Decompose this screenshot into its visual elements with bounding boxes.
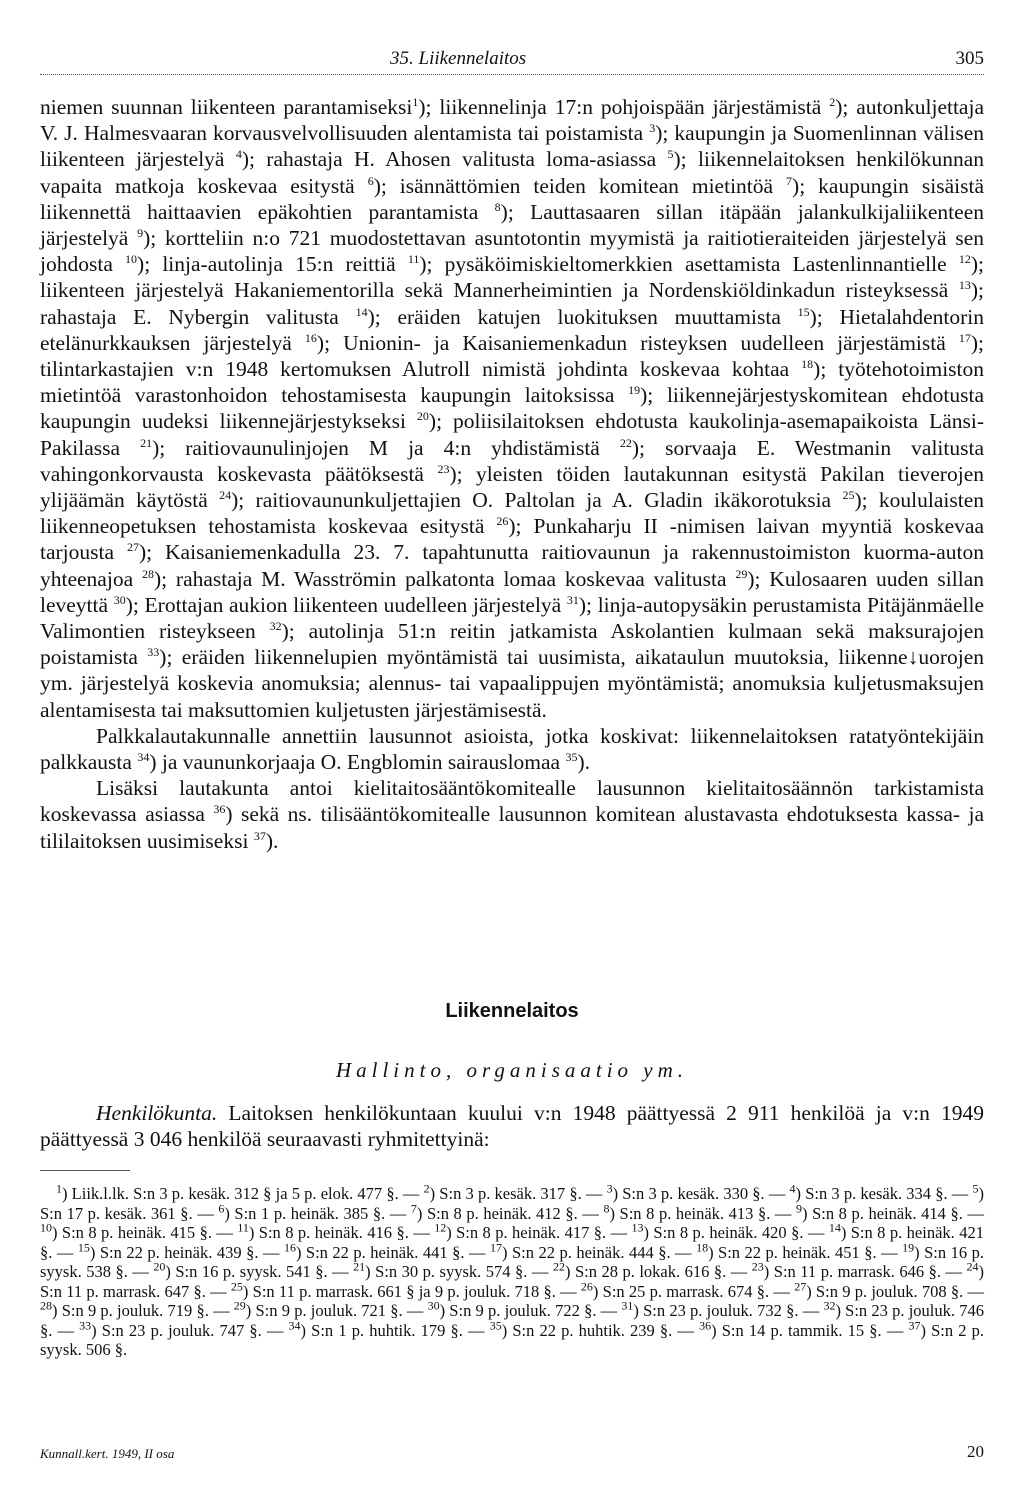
footnote-ref: 33: [79, 1318, 92, 1332]
footnote-ref: 37: [908, 1318, 921, 1332]
footnote-ref: 34: [137, 749, 150, 764]
footnote-ref: 32: [823, 1298, 836, 1313]
body-text: [40, 94, 984, 854]
footnote-ref: 15: [797, 304, 810, 319]
footnote-ref: 36: [213, 802, 226, 817]
footnote-ref: 3: [606, 1181, 613, 1196]
footnote-ref: 1: [56, 1181, 62, 1196]
footnote-ref: 13: [958, 278, 971, 293]
footnotes: $^1$) Liik.l.lk. S:n 3 p. kesäk. 312 § ja 5 p. elok. 477 §. — $^2$) S:n 3 p. kesäk. 317 §. — $^3$) S:n 3 p. kesäk. 330 §. — $^4$) S:n 3 p. kesäk. 334 §. — $^5$) S:n 17 p. kesäk. 361 §. — $^6$) S:n 1 p. heinäk. 385 §. — $^7$) S:n 8 p. heinäk. 412 §. — $^8$) S:n 8 p. heinäk. 413 §. — $^9$) S:n 8 p. heinäk. 414 §. — $^{10}$) S:n 8 p. heinäk. 415 §. — $^{11}$) S:n 8 p. heinäk. 416 §. — $^{12}$) S:n 8 p. heinäk. 417 §. — $^{13}$) S:n 8 p. heinäk. 420 §. — $^{14}$) S:n 8 p. heinäk. 421 §. — $^{15}$) S:n 22 p. heinäk. 439 §. — $^{16}$) S:n 22 p. heinäk. 441 §. — $^{17}$) S:n 22 p. heinäk. 444 §. — $^{18}$) S:n 22 p. heinäk. 451 §. — $^{19}$) S:n 16 p. syysk. 538 §. — $^{20}$) S:n 16 p. syysk. 541 §. — $^{21}$) S:n 30 p. syysk. 574 §. — $^{22}$) S:n 28 p. lokak. 616 §. — $^{23}$) S:n 11 p. marrask. 646 §. — $^{24}$) S:n 11 p. marrask. 647 §. — $^{25}$) S:n 11 p. marrask. 661 § ja 9 p. jouluk. 718 §. — $^{26}$) S:n 25 p. marrask. 674 §. — $^{27}$) S:n 9 p. jouluk. 708 §. — $^{28}$) S:n 9 p. jouluk. 719 §. — $^{29}$) S:n 9 p. jouluk. 721 §. — $^{30}$) S:n 9 p. jouluk. 722 §. — $^{31}$) S:n 23 p. jouluk. 732 §. — $^{32}$) S:n 23 p. jouluk. 746 §. — $^{33}$) S:n 23 p. jouluk. 747 §. — $^{34}$) S:n 1 p. huhtik. 179 §. — $^{35}$) S:n 22 p. huhtik. 239 §. — $^{36}$) S:n 14 p. tammik. 15 §. — $^{37}$) S:n 2 p. syysk. 506 §.: [40, 1181, 984, 1359]
footnote-ref: 23: [437, 461, 450, 476]
footnote-ref: 15: [77, 1240, 90, 1254]
footnote-ref: 30: [113, 592, 126, 607]
footnote-ref: 21: [140, 435, 153, 450]
footnote-ref: 4: [235, 147, 242, 162]
body-paragraph: Lisäksi lautakunta antoi kielitaitosääntökomitealle lausunnon kielitaitosäännön tarkistamista koskevassa asiassa $^{36}$) sekä ns. tilisääntökomitealle lausunnon komitean alustavasta ehdotuksesta kassa- ja tililaitoksen uusimiseksi $^{37}$).: [40, 776, 985, 853]
page-number: 305: [955, 48, 984, 69]
footnote-ref: 29: [735, 566, 748, 581]
body-paragraph: niemen suunnan liikenteen parantamiseksi$^1$); liikennelinja 17:n pohjoispään järjestämistä $^2$); autonkuljettaja V. J. Halmesvaaran korvausvelvollisuuden alentamista tai poistamista $^3$); kaupungin ja Suomenlinnan välisen liikenteen järjestelyä $^4$); rahastaja H. Ahosen valitusta loma-asiassa $^5$); liikennelaitoksen henkilökunnan vapaita matkoja koskevaa esitystä $^6$); isännättömien teiden komitean mietintöä $^7$); kaupungin sisäistä liikennettä haittaavien epäkohtien parantamista $^8$); Lauttasaaren sillan itäpään jalankulkijaliikenteen järjestelyä $^9$); kortteliin n:o 721 muodostettavan asuntotontin myymistä ja raitiotieraiteiden järjestelyä sen johdosta $^{10}$); linja-autolinja 15:n reittiä $^{11}$); pysäköimiskieltomerkkien asettamista Lastenlinnantielle $^{12}$); liikenteen järjestelyä Hakaniementorilla sekä Mannerheimintien ja Nordenskiöldinkadun risteyksessä $^{13}$); rahastaja E. Nybergin valitusta $^{14}$); eräiden katujen luokituksen muuttamista $^{15}$); Hietalahdentorin etelänurkkauksen järjestelyä $^{16}$); Unionin- ja Kaisaniemenkadun risteyksen uudelleen järjestämistä $^{17}$); tilintarkastajien v:n 1948 kertomuksen Alutroll nimistä johdinta koskevaa kohtaa $^{18}$); työtehotoimiston mietintöä varastonhoidon tehostamisesta kaupungin laitoksissa $^{19}$); liikennejärjestyskomitean ehdotusta kaupungin uudeksi liikennejärjestykseksi $^{20}$); poliisilaitoksen ehdotusta kaukolinja-asemapaikoista Länsi-Pakilassa $^{21}$); raitiovaunulinjojen M ja 4:n yhdistämistä $^{22}$); sorvaaja E. Westmanin valitusta vahingonkorvausta koskevasta päätöksestä $^{23}$); yleisten töiden lautakunnan esitystä Pakilan tieverojen ylijäämän käytöstä $^{24}$); raitiovaununkuljettajien O. Paltolan ja A. Gladin ikäkorotuksia $^{25}$); koululaisten liikenneopetuksen tehostamista koskevaa esitystä $^{26}$); Punkaharju II -nimisen laivan myyntiä koskevaa tarjousta $^{27}$); Kaisaniemenkadulla 23. 7. tapahtunutta raitiovaunun ja rakennustoimiston kuorma-auton yhteenajoa $^{28}$); rahastaja M. Wasströmin palkatonta lomaa koskevaa valitusta $^{29}$); Kulosaaren uuden sillan leveyttä $^{30}$); Erottajan aukion liikenteen uudelleen järjestelyä $^{31}$); linja-autopysäkin perustamista Pitäjänmäelle Valimontien risteykseen $^{32}$); autolinja 51:n reitin jatkamista Askolantien kulmaan sekä maksurajojen poistamista $^{33}$); eräiden liikennelupien myöntämistä tai uusimista, aikataulun muutoksia, liikenne↓uorojen ym. järjestelyä koskevia anomuksia; alennus- tai vapaalippujen myöntämistä; anomuksia kuljetusmaksujen alentamisesta tai maksuttomien kuljetusten järjestämisestä.: [40, 94, 985, 722]
footnote-ref: 2: [829, 94, 836, 109]
footnote-ref: 8: [603, 1201, 610, 1215]
footnote-ref: 4: [789, 1181, 796, 1196]
staff-paragraph: [40, 1100, 984, 1152]
footnote-ref: 16: [283, 1240, 296, 1254]
footnote-ref: 22: [619, 435, 632, 450]
footnote-ref: 30: [427, 1298, 440, 1313]
footnote-ref: 5: [972, 1181, 979, 1196]
footnote-ref: 18: [696, 1240, 709, 1254]
footnote-ref: 14: [828, 1220, 841, 1235]
footnote-ref: 6: [218, 1201, 225, 1215]
footnote-ref: 8: [494, 199, 501, 214]
footnote-ref: 34: [288, 1318, 301, 1332]
footnote-ref: 2: [423, 1181, 430, 1196]
footnote-ref: 1: [412, 94, 419, 109]
staff-lead: Henkilökunta.: [96, 1101, 218, 1125]
footnote-ref: 19: [902, 1240, 915, 1254]
footnote-ref: 31: [621, 1298, 634, 1313]
footnote-ref: 9: [796, 1201, 802, 1215]
footnote-ref: 27: [126, 540, 139, 555]
footnote-ref: 24: [219, 487, 232, 502]
footnote-ref: 23: [751, 1259, 764, 1274]
footnote-ref: 14: [355, 304, 368, 319]
footnote-ref: 28: [40, 1298, 52, 1313]
staff-text: Laitoksen henkilökuntaan kuului v:n 1948 päättyessä 2 911 henkilöä ja v:n 1949 päättyessä 3 046 henkilöä seuraavasti ryhmitettyinä:: [40, 1101, 984, 1151]
footnote-ref: 22: [552, 1259, 565, 1274]
body-paragraph: Palkkalautakunnalle annettiin lausunnot asioista, jotka koskivat: liikennelaitoksen ratatyöntekijäin palkkausta $^{34}$) ja vaununkorjaaja O. Engblomin sairauslomaa $^{35}$).: [40, 723, 984, 775]
footnote-ref: 37: [253, 828, 266, 843]
footnote-ref: 18: [801, 356, 814, 371]
footnote-ref: 7: [786, 173, 793, 188]
footnote-ref: 25: [230, 1279, 243, 1293]
section-title: Liikennelaitos: [445, 1000, 579, 1022]
footnote-ref: 16: [304, 330, 317, 345]
footnote-ref: 19: [628, 383, 641, 398]
footnote-ref: 11: [407, 252, 420, 267]
footnote-ref: 10: [125, 252, 138, 267]
footnote-ref: 33: [147, 645, 160, 660]
subsection-title: Hallinto, organisaatio ym.: [335, 1058, 689, 1082]
footnote-ref: 35: [565, 749, 578, 764]
footnote-ref: 20: [153, 1259, 166, 1274]
footnote-ref: 12: [434, 1220, 447, 1235]
footnote-ref: 25: [842, 487, 855, 502]
footnote-ref: 17: [490, 1240, 502, 1254]
footnote-ref: 24: [966, 1259, 979, 1274]
footnote-ref: 32: [269, 618, 282, 633]
footnote-ref: 10: [40, 1220, 52, 1235]
footnote-ref: 31: [566, 592, 579, 607]
footnote-ref: 12: [958, 252, 971, 267]
footnote-ref: 35: [489, 1318, 502, 1332]
footnote-rule: [40, 1170, 130, 1171]
footnote-ref: 5: [667, 147, 674, 162]
running-title: 35. Liikennelaitos: [390, 48, 527, 69]
footnote-ref: 13: [631, 1220, 644, 1235]
footnote-ref: 21: [353, 1259, 366, 1274]
footnote-ref: 27: [794, 1279, 807, 1293]
footnote-ref: 26: [496, 514, 509, 529]
footnote-ref: 28: [141, 566, 154, 581]
running-header: [40, 44, 984, 75]
footnote-ref: 20: [416, 409, 429, 424]
footnote-ref: 11: [237, 1220, 249, 1235]
footnote-ref: 9: [137, 225, 144, 240]
footnote-ref: 3: [649, 121, 656, 136]
footnote-ref: 26: [580, 1279, 593, 1293]
footnote-ref: 29: [233, 1298, 246, 1313]
footnote-ref: 6: [367, 173, 374, 188]
footnote-ref: 36: [699, 1318, 712, 1332]
footnote-ref: 7: [410, 1201, 417, 1215]
footer-sheet-number: 20: [967, 1442, 984, 1461]
footnote-ref: 17: [958, 330, 971, 345]
page-footer: [40, 1440, 984, 1464]
footer-source: Kunnall.kert. 1949, II osa: [40, 1446, 175, 1461]
